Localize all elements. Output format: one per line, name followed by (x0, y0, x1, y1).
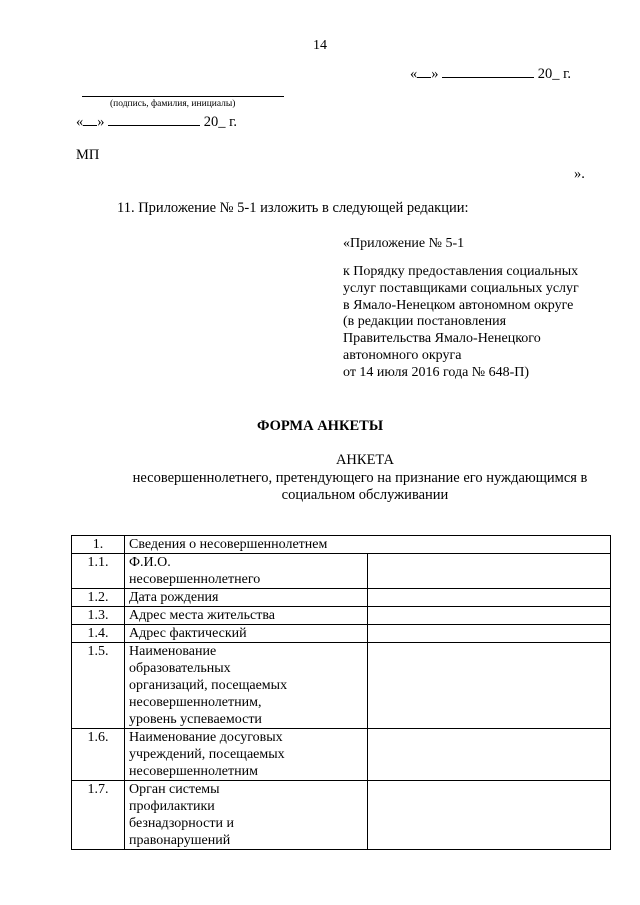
closing-quote: ». (574, 166, 585, 182)
appendix-line: услуг поставщиками социальных услуг (343, 280, 579, 296)
table-row (72, 607, 611, 625)
appendix-line: Правительства Ямало-Ненецкого (343, 331, 541, 347)
appendix-line: к Порядку предоставления социальных (343, 264, 579, 279)
row-label-line: несовершеннолетнего (129, 572, 261, 587)
date-top-open: « (410, 66, 418, 82)
row-label (125, 607, 368, 625)
date-left-month (108, 125, 200, 126)
row-label (125, 589, 368, 607)
item-text: 11. Приложение № 5-1 изложить в следующей редакции: (117, 200, 469, 216)
row-label-line: Наименование досуговых (129, 730, 283, 745)
row-number: 1.1. (72, 554, 125, 589)
anketa-heading: АНКЕТА (335, 452, 395, 468)
date-left (76, 114, 237, 131)
row-label-line: несовершеннолетним, (129, 695, 262, 710)
date-top-day (417, 77, 431, 78)
questionnaire-table (71, 535, 611, 850)
row-number: 1.7. (72, 781, 125, 850)
anketa-subtitle-line2: социальном обслуживании (281, 487, 449, 503)
row-number: 1.4. (72, 625, 125, 643)
date-left-close: » (97, 114, 105, 130)
row-value-field[interactable] (368, 781, 611, 850)
table-row (72, 554, 611, 589)
row-value-field[interactable] (368, 643, 611, 729)
date-top-year: 20_ (537, 66, 560, 82)
row-value-field[interactable] (368, 607, 611, 625)
row-number: 1.6. (72, 729, 125, 781)
row-label-line: правонарушений (129, 833, 231, 848)
date-top-suffix: г. (563, 66, 572, 82)
row-label (125, 781, 368, 850)
appendix-block (343, 264, 613, 382)
row-label-line: Дата рождения (129, 590, 219, 605)
section-label: Сведения о несовершеннолетнем (125, 536, 611, 554)
row-label-line: Адрес фактический (129, 626, 247, 641)
row-label-line: Орган системы (129, 782, 220, 797)
date-top-month (442, 77, 534, 78)
table-row (72, 781, 611, 850)
date-top (410, 66, 571, 83)
row-label-line: учреждений, посещаемых (129, 747, 285, 762)
stamp-label: МП (76, 147, 100, 163)
form-title: ФОРМА АНКЕТЫ (256, 418, 384, 434)
row-value-field[interactable] (368, 554, 611, 589)
row-number: 1.3. (72, 607, 125, 625)
row-label-line: профилактики (129, 799, 215, 814)
appendix-line: (в редакции постановления (343, 314, 507, 330)
row-label (125, 554, 368, 589)
date-left-open: « (76, 114, 84, 130)
row-label-line: несовершеннолетним (129, 764, 258, 779)
date-left-suffix: г. (229, 114, 238, 130)
table-row (72, 643, 611, 729)
appendix-line: в Ямало-Ненецком автономном округе (343, 297, 574, 313)
table-section-row (72, 536, 611, 554)
row-label-line: Адрес места жительства (129, 608, 275, 623)
anketa-subtitle-line1: несовершеннолетнего, претендующего на признание его нуждающимся в (132, 470, 588, 486)
row-label-line: организаций, посещаемых (129, 678, 288, 693)
signature-line (82, 96, 284, 97)
table-row (72, 625, 611, 643)
row-label-line: уровень успеваемости (129, 712, 262, 727)
row-label (125, 643, 368, 729)
row-value-field[interactable] (368, 729, 611, 781)
appendix-line: от 14 июля 2016 года № 648-П) (343, 364, 530, 380)
row-label-line: Наименование (129, 644, 217, 659)
row-label-line: Ф.И.О. (129, 555, 171, 570)
signature-caption: (подпись, фамилия, инициалы) (110, 99, 236, 109)
page-number: 14 (313, 38, 327, 53)
row-number: 1.5. (72, 643, 125, 729)
row-value-field[interactable] (368, 589, 611, 607)
date-left-year: 20_ (203, 114, 226, 130)
date-top-close: » (431, 66, 439, 82)
row-number: 1.2. (72, 589, 125, 607)
row-label (125, 729, 368, 781)
row-value-field[interactable] (368, 625, 611, 643)
row-label-line: безнадзорности и (129, 816, 234, 831)
section-number: 1. (72, 536, 125, 554)
table-row (72, 729, 611, 781)
date-left-day (83, 125, 97, 126)
row-label (125, 625, 368, 643)
row-label-line: образовательных (129, 661, 231, 676)
appendix-title: «Приложение № 5-1 (343, 236, 465, 251)
appendix-line: автономного округа (343, 347, 462, 363)
table-row (72, 589, 611, 607)
